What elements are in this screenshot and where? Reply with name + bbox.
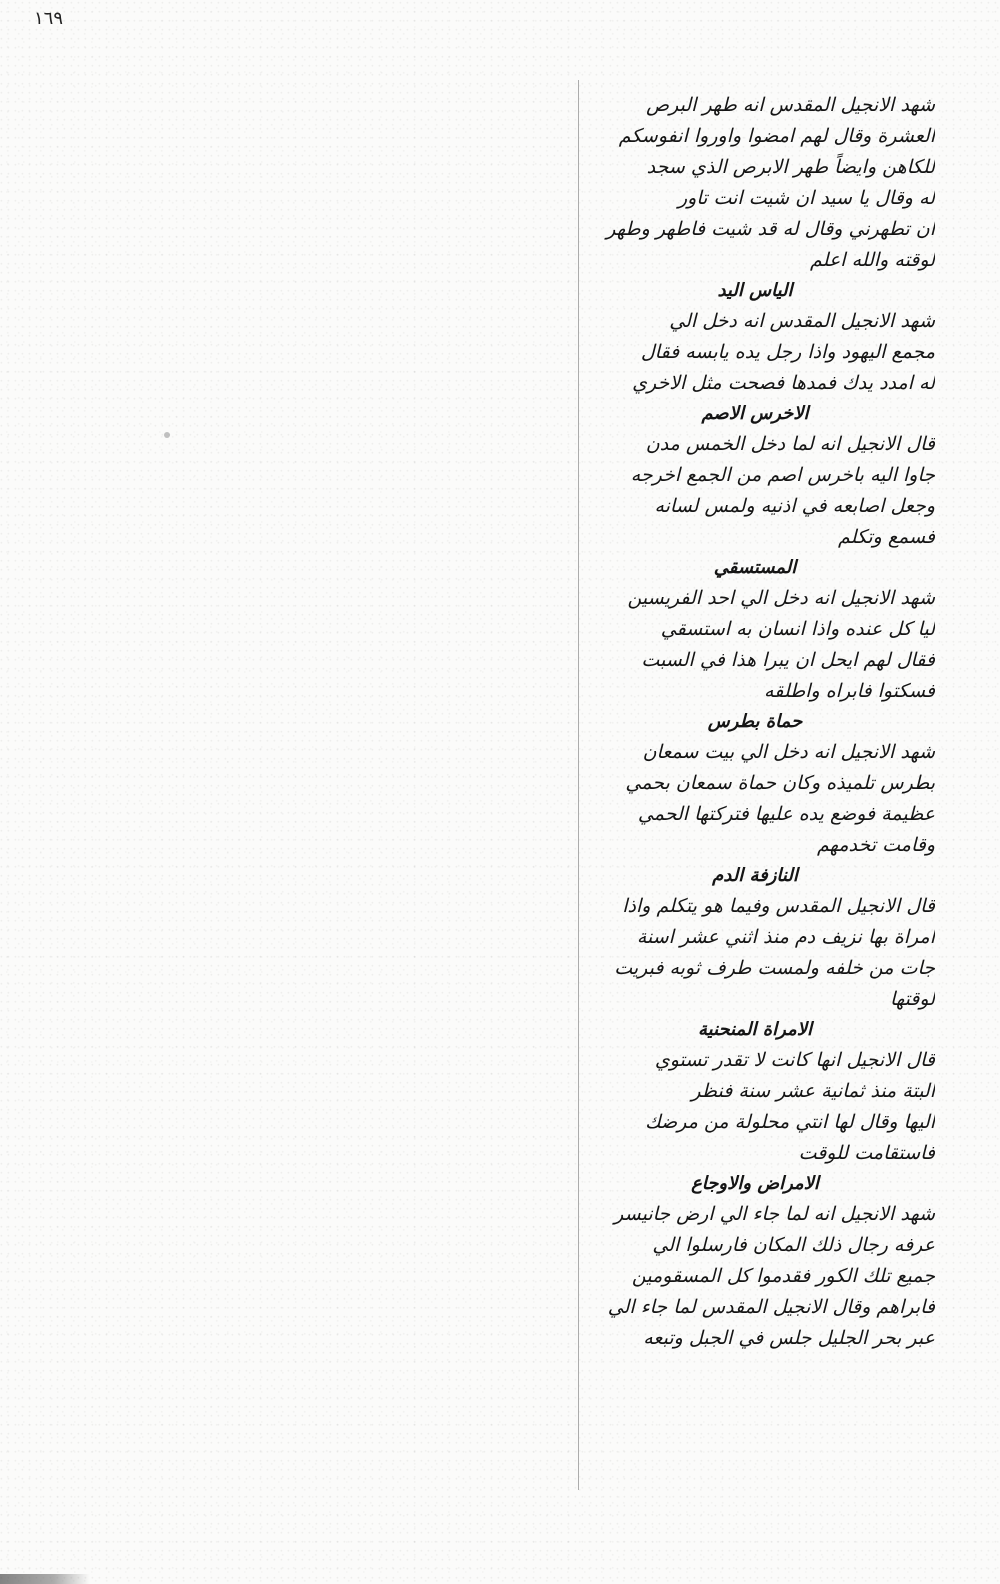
text-line: عظيمة فوضع يده عليها فتركتها الحمي (637, 803, 935, 825)
section-heading: الاخرس الاصم (701, 403, 809, 424)
text-line: قال الانجيل المقدس وفيما هو يتكلم واذا (622, 895, 935, 917)
text-line: فسمع وتكلم (837, 526, 935, 548)
text-line: وقامت تخدمهم (816, 834, 935, 856)
text-line: لوقتها (890, 988, 935, 1010)
text-line: قال الانجيل انها كانت لا تقدر تستوي (654, 1049, 935, 1071)
text-line: امراة بها نزيف دم منذ اثني عشر اسنة (636, 926, 935, 948)
section-heading: حماة بطرس (707, 711, 803, 732)
section-bleeding-woman (575, 861, 935, 1015)
text-line: بطرس تلميذه وكان حماة سمعان بحمي (625, 772, 935, 794)
text-line: عرفه رجال ذلك المكان فارسلوا الي (652, 1234, 935, 1256)
text-line: شهد الانجيل انه دخل الي بيت سمعان (642, 741, 935, 763)
text-line: شهد الانجيل انه دخل الي احد الفريسين (627, 587, 935, 609)
page-number: ١٦٩ (34, 8, 64, 29)
scan-edge-mark (0, 1574, 90, 1584)
text-line: فقال لهم ايحل ان يبرا هذا في السبت (641, 649, 935, 671)
ink-blot (164, 432, 170, 438)
text-line: ان تطهرني وقال له قد شيت فاطهر وطهر (606, 218, 935, 240)
text-line: وجعل اصابعه في اذنيه ولمس لسانه (654, 495, 935, 517)
text-line: شهد الانجيل انه لما جاء الي ارض جانيسر (614, 1203, 935, 1225)
section-dropsy (575, 553, 935, 707)
text-line: قال الانجيل انه لما دخل الخمس مدن (645, 433, 935, 455)
text-line: ليا كل عنده واذا انسان به استسقي (660, 618, 935, 640)
text-line: مجمع اليهود واذا رجل يده يابسه فقال (640, 341, 935, 363)
text-line: للكاهن وايضاً طهر الابرص الذي سجد (646, 156, 935, 178)
text-line: فسكتوا فابراه واطلقه (764, 680, 935, 702)
section-heading: الياس اليد (717, 280, 793, 301)
text-line: له وقال يا سيد ان شيت انت تاور (677, 187, 935, 209)
section-deaf-mute (575, 399, 935, 553)
text-line: العشرة وقال لهم امضوا واوروا انفوسكم (618, 125, 935, 147)
section-diseases (575, 1169, 935, 1354)
text-column (575, 90, 935, 1354)
section-bent-woman (575, 1015, 935, 1169)
section-peter-mother-in-law (575, 707, 935, 861)
section-heading: الامراة المنحنية (698, 1019, 812, 1040)
text-line: البتة منذ ثمانية عشر سنة فنظر (691, 1080, 935, 1102)
text-line: فاستقامت للوقت (798, 1142, 935, 1164)
section-heading: المستسقي (713, 557, 797, 578)
text-line: جات من خلفه ولمست طرف ثوبه فبريت (614, 957, 935, 979)
text-line: عبر بحر الجليل جلس في الجبل وتبعه (643, 1327, 935, 1349)
section-heading: النازفة الدم (712, 865, 798, 886)
text-line: شهد الانجيل المقدس انه طهر البرص (646, 94, 935, 116)
section-heading: الامراض والاوجاع (691, 1173, 819, 1194)
text-line: جميع تلك الكور فقدموا كل المسقومين (631, 1265, 935, 1287)
text-line: جاوا اليه باخرس اصم من الجمع اخرجه (630, 464, 935, 486)
text-line: شهد الانجيل المقدس انه دخل الي (669, 310, 935, 332)
section-withered-hand (575, 276, 935, 399)
text-line: له امدد يدك فمدها فصحت مثل الاخري (632, 372, 935, 394)
text-line: لوقته والله اعلم (810, 249, 935, 271)
section-leper (575, 90, 935, 276)
text-line: فابراهم وقال الانجيل المقدس لما جاء الي (607, 1296, 935, 1318)
text-line: اليها وقال لها انتي محلولة من مرضك (645, 1111, 935, 1133)
